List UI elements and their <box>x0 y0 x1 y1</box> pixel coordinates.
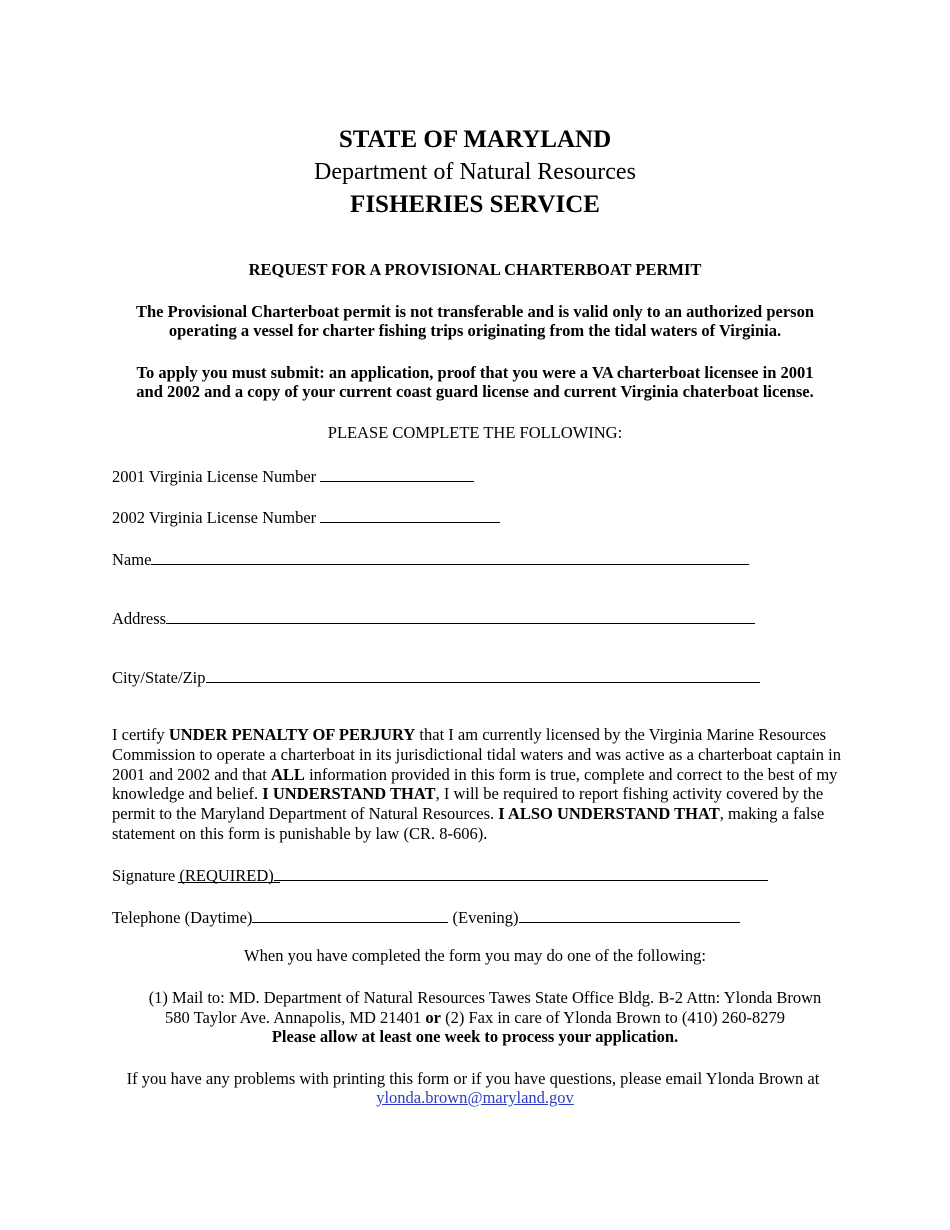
requirements-line-2: and 2002 and a copy of your current coast guard license and current Virginia chaterboat license. <box>136 382 814 401</box>
contact-email-wrapper <box>0 1088 950 1108</box>
submission-mail-line: (1) Mail to: MD. Department of Natural Resources Tawes State Office Bldg. B-2 Attn: Ylonda Brown <box>148 988 822 1007</box>
header-service: FISHERIES SERVICE <box>350 191 600 218</box>
submission-intro: When you have completed the form you may do one of the following: <box>244 946 706 965</box>
signature-label: Signature (REQUIRED) <box>112 866 274 885</box>
notice-line-1: The Provisional Charterboat permit is not transferable and is valid only to an authorized person <box>135 302 815 321</box>
license-2002-input-line[interactable] <box>320 506 500 523</box>
contact-email-link[interactable]: ylonda.brown@maryland.gov <box>376 1088 574 1107</box>
license-2001-input-line[interactable] <box>320 465 474 482</box>
address-label: Address <box>112 609 167 628</box>
certification-text-4: , I will be required to report fishing activity covered by the permit to the Maryland Department of Natural Resources. <box>112 784 824 824</box>
submission-fax-line <box>0 1008 950 1028</box>
signature-input-line[interactable] <box>274 864 768 881</box>
license-2001-label: 2001 Virginia License Number <box>112 467 317 486</box>
telephone-field <box>112 906 740 928</box>
name-label: Name <box>112 550 152 569</box>
submission-address: 580 Taylor Ave. Annapolis, MD 21401 <box>165 1008 426 1027</box>
contact-text: If you have any problems with printing this form or if you have questions, please email Ylonda Brown at <box>126 1069 820 1088</box>
telephone-daytime-input-line[interactable] <box>252 906 448 923</box>
license-2001-field <box>112 465 474 487</box>
certification-bold-all: ALL <box>271 764 305 784</box>
name-field <box>112 548 749 570</box>
header-state: STATE OF MARYLAND <box>338 126 612 153</box>
city-state-zip-input-line[interactable] <box>206 666 760 683</box>
certification-bold-understand: I UNDERSTAND THAT <box>262 784 436 804</box>
city-state-zip-label: City/State/Zip <box>112 668 206 687</box>
license-2002-label: 2002 Virginia License Number <box>112 508 317 527</box>
certification-paragraph <box>112 725 842 844</box>
certification-text-3: information provided in this form is true, complete and correct to the best of my knowledge and belief. <box>112 764 838 804</box>
certification-bold-perjury: UNDER PENALTY OF PERJURY <box>168 725 416 744</box>
certification-text-1: I certify <box>112 725 169 744</box>
address-input-line[interactable] <box>166 607 755 624</box>
certification-text-2: that I am currently licensed by the Virginia Marine Resources Commission to operate a charterboat in its jurisdictional tidal waters and was active as a charterboat captain in 2001 and 2002 and that <box>112 725 841 784</box>
processing-notice: Please allow at least one week to process your application. <box>271 1027 679 1046</box>
submission-or: or <box>425 1008 441 1027</box>
form-title: REQUEST FOR A PROVISIONAL CHARTERBOAT PERMIT <box>248 260 702 279</box>
name-input-line[interactable] <box>151 548 749 565</box>
certification-bold-also-understand: I ALSO UNDERSTAND THAT <box>498 804 720 824</box>
requirements-line-1: To apply you must submit: an application, proof that you were a VA charterboat licensee in 2001 <box>136 363 814 382</box>
certification-text-5: , making a false statement on this form is punishable by law (CR. 8-606). <box>112 804 825 843</box>
telephone-evening-input-line[interactable] <box>519 906 740 923</box>
city-state-zip-field <box>112 666 760 688</box>
telephone-daytime-label: Telephone (Daytime) <box>112 908 253 927</box>
header-department: Department of Natural Resources <box>314 159 636 185</box>
signature-label-underline <box>178 882 280 883</box>
instruction-text: PLEASE COMPLETE THE FOLLOWING: <box>327 423 623 442</box>
notice-line-2: operating a vessel for charter fishing trips originating from the tidal waters of Virginia. <box>168 321 782 340</box>
license-2002-field <box>112 506 500 528</box>
submission-fax: (2) Fax in care of Ylonda Brown to (410) 260-8279 <box>440 1008 785 1027</box>
address-field <box>112 607 755 629</box>
telephone-evening-label: (Evening) <box>452 908 519 927</box>
